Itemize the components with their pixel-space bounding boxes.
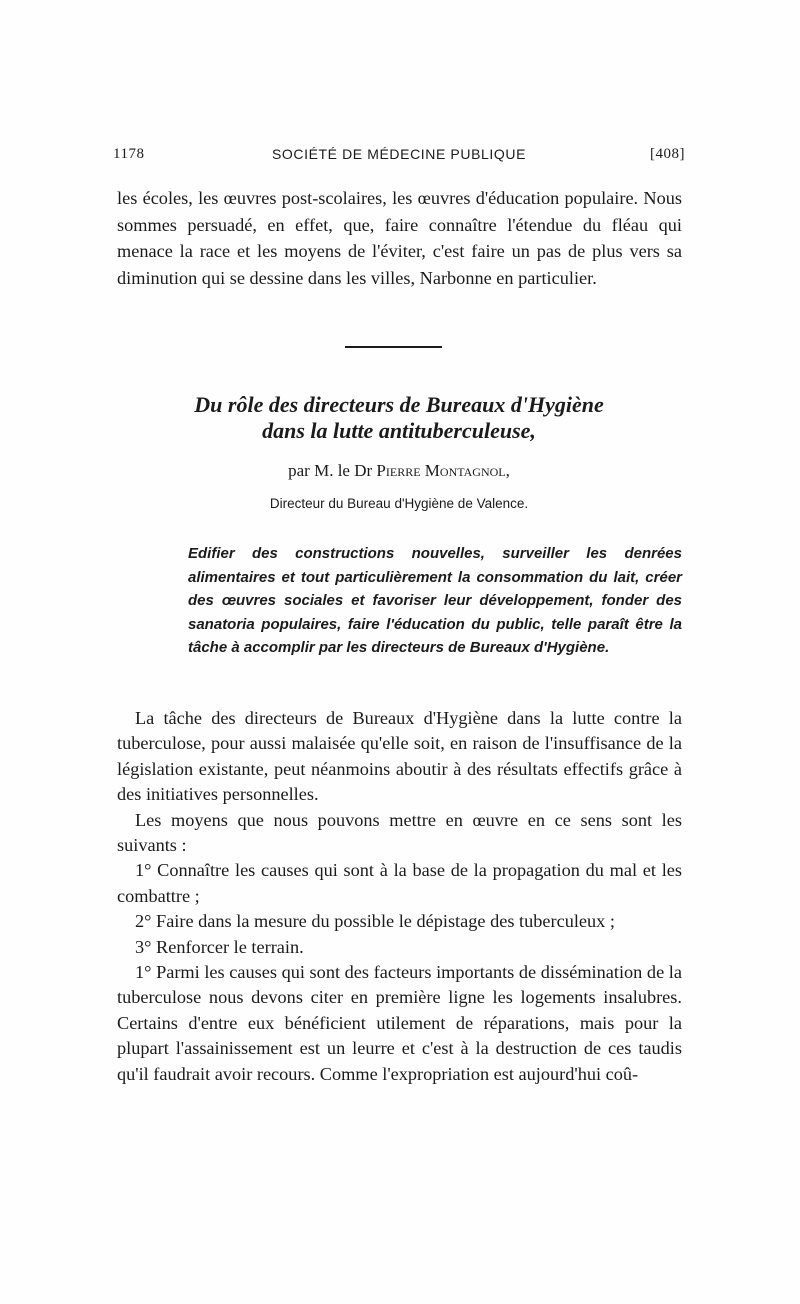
body-paragraph: 1° Parmi les causes qui sont des facteurs importants de dissémination de la tuberculose nous devons citer en première ligne les logements insalubres. Certains d'entre eux bénéficient utilement de réparations, mais pour la plupart l'assainissement est un leurre et c'est à la destruction de ces taudis qu'il faudrait avoir recours. Comme l'expropriation est aujourd'hui coû-	[117, 962, 682, 1084]
body-paragraph: La tâche des directeurs de Bureaux d'Hygiène dans la lutte contre la tuberculose, pour aussi malaisée qu'elle soit, en raison de l'insuffisance de la législation existante, peut néanmoins aboutir à des résultats effectifs grâce à des initiatives personnelles.	[117, 708, 682, 805]
section-divider	[345, 346, 442, 348]
page-number: 1178	[113, 146, 145, 162]
author-affiliation: Directeur du Bureau d'Hygiène de Valence.	[269, 496, 529, 511]
running-title: SOCIÉTÉ DE MÉDECINE PUBLIQUE	[271, 146, 527, 162]
article-title-line-1: Du rôle des directeurs de Bureaux d'Hygiène	[194, 392, 604, 417]
bracket-number: [408]	[650, 146, 685, 162]
article-title-line-2: dans la lutte antituberculeuse,	[262, 418, 536, 443]
byline-prefix: par M. le Dr	[288, 461, 373, 480]
author-name: Pierre Montagnol,	[376, 461, 510, 480]
article-title	[113, 392, 685, 444]
byline	[113, 461, 685, 481]
body-paragraph: 3° Renforcer le terrain.	[135, 936, 304, 957]
body-paragraph: Les moyens que nous pouvons mettre en œuvre en ce sens sont les suivants :	[117, 809, 682, 856]
intro-paragraph: les écoles, les œuvres post-scolaires, les œuvres d'éducation populaire. Nous sommes persuadé, en effet, que, faire connaître l'étendue du fléau qui menace la race et les moyens de l'éviter, c'est faire un pas de plus vers sa diminution qui se dessine dans les villes, Narbonne en particulier.	[117, 188, 682, 288]
article-body	[117, 706, 682, 1087]
body-paragraph: 2° Faire dans la mesure du possible le dépistage des tuberculeux ;	[135, 911, 615, 932]
article-abstract: Edifier des constructions nouvelles, surveiller les denrées alimentaires et tout particulièrement la consommation du lait, créer des œuvres sociales et favoriser leur développement, fonder des sanatoria populaires, faire l'éducation du public, telle paraît être la tâche à accomplir par les directeurs de Bureaux d'Hygiène.	[188, 545, 682, 656]
body-paragraph: 1° Connaître les causes qui sont à la base de la propagation du mal et les combattre ;	[117, 860, 682, 906]
